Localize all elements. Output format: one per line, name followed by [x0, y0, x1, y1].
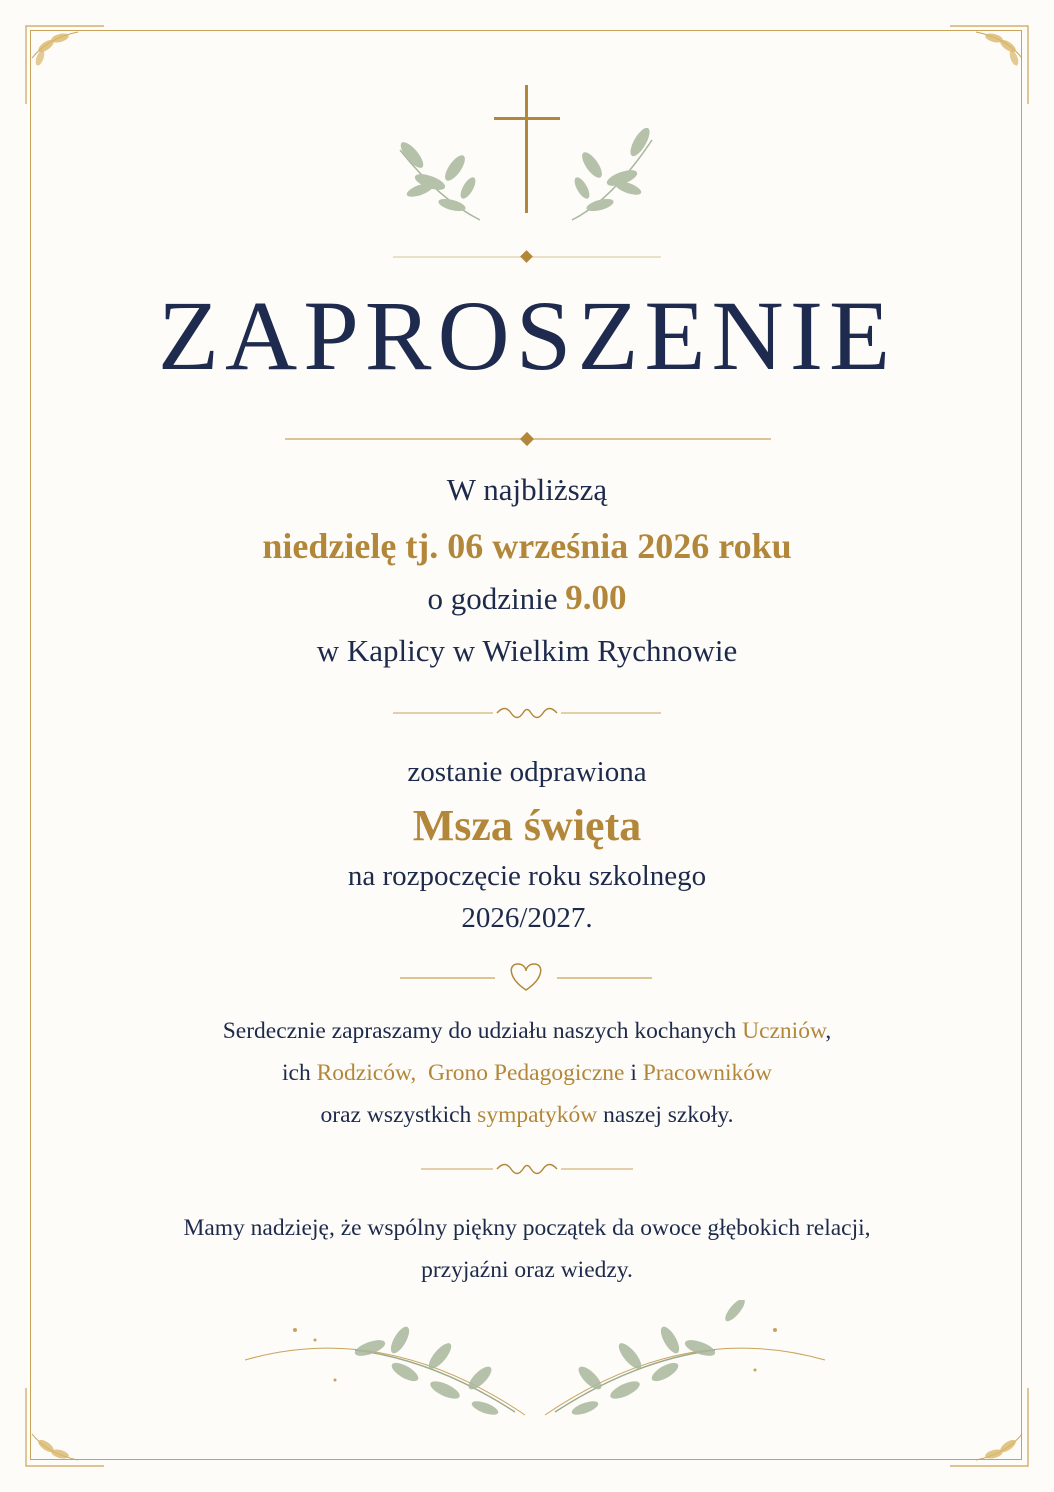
diamond-divider: [285, 431, 771, 447]
flourish-icon: [421, 1158, 633, 1180]
school-year: 2026/2027.: [461, 902, 593, 934]
invitation-paragraph: Serdecznie zapraszamy do udziału naszych kochanych Uczniów, ich Rodziców, Grono Pedagogiczne i Pracowników oraz wszystkich sympatyków naszej szkoły.: [222, 1018, 832, 1128]
leaf-corner-icon: [946, 1384, 1036, 1474]
mass-name: Msza święta: [412, 801, 642, 850]
event-time-line: o godzinie 9.00: [427, 578, 627, 617]
mass-intro: zostanie odprawiona: [407, 756, 647, 788]
heart-icon: [511, 964, 540, 990]
intro-line: W najbliższą: [446, 472, 608, 507]
flourish-icon: [393, 702, 661, 724]
closing-paragraph: Mamy nadzieję, że wspólny piękny początek da owoce głębokich relacji, przyjaźni oraz wiedzy.: [183, 1215, 871, 1283]
mass-purpose: na rozpoczęcie roku szkolnego: [347, 860, 707, 892]
diamond-divider: [393, 250, 661, 264]
olive-branch-icon: [235, 1300, 835, 1430]
event-time: 9.00: [565, 578, 627, 617]
cross-icon: [360, 80, 694, 270]
leaf-corner-icon: [946, 18, 1036, 108]
event-date: niedzielę tj. 06 września 2026 roku: [262, 526, 792, 566]
event-place: w Kaplicy w Wielkim Rychnowie: [316, 633, 738, 668]
leaf-corner-icon: [18, 18, 108, 108]
olive-branch-icon: [397, 139, 480, 220]
page-title: ZAPROSZENIE: [157, 280, 897, 391]
heart-divider: [400, 958, 652, 994]
leaf-corner-icon: [18, 1384, 108, 1474]
